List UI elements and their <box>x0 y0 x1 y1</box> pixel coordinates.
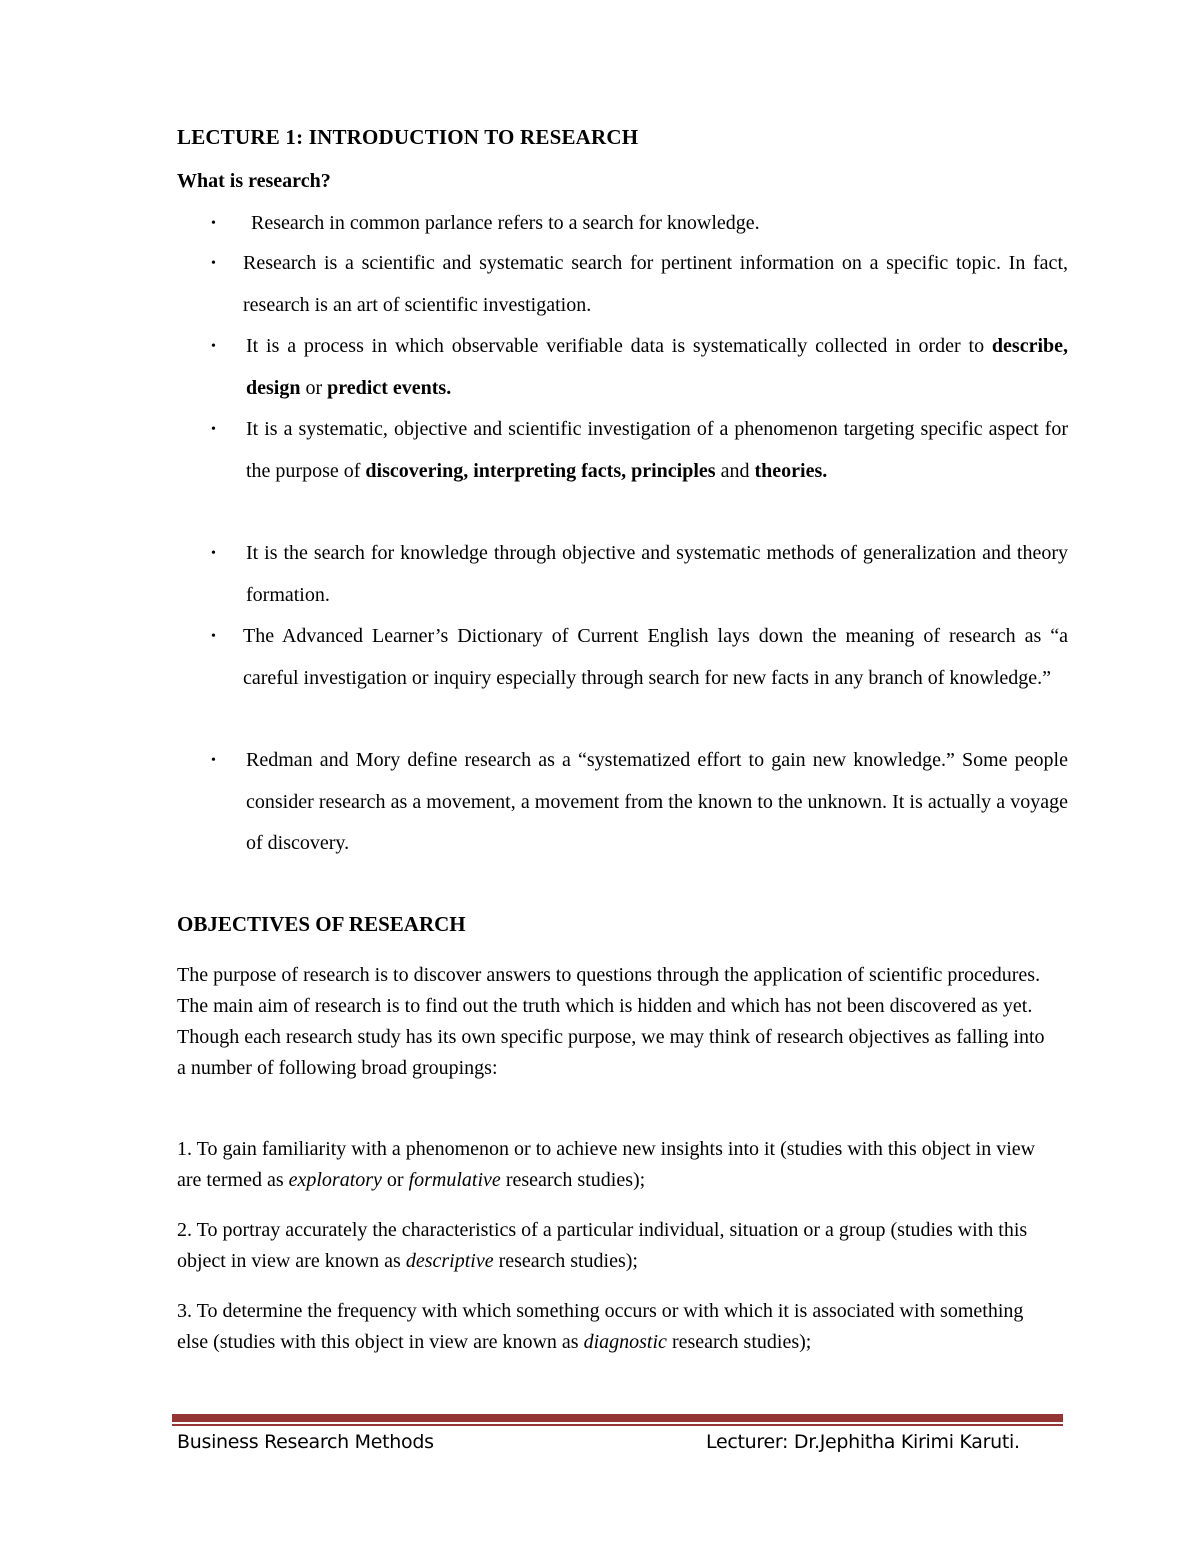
bullet-icon: • <box>211 339 216 354</box>
text-run: It is the search for knowledge through objective and systematic methods of generalization and theory formation. <box>246 542 1068 606</box>
text-run: 2. To portray accurately the characteristics of a particular individual, situation or a group (studies with this object in view are known as <box>177 1219 1028 1272</box>
text-run: Research is a scientific and systematic search for pertinent information on a specific topic. In fact, research is an art of scientific investigation. <box>243 252 1068 316</box>
section-heading-what-is-research: What is research? <box>177 170 331 192</box>
bold-text-run: predict events. <box>327 376 452 399</box>
bullet-text <box>251 203 1073 245</box>
bullet-text <box>243 616 1068 699</box>
footer-divider-thin <box>172 1424 1063 1426</box>
footer-lecturer: Lecturer: Dr.Jephitha Kirimi Karuti. <box>706 1431 1020 1453</box>
text-run: research studies); <box>493 1250 638 1272</box>
text-run: It is a systematic, objective and scientific investigation of a phenomenon targeting specific aspect for the purpose of <box>246 418 1068 482</box>
bullet-icon: • <box>211 256 216 271</box>
italic-text-run: descriptive <box>405 1250 494 1272</box>
section-heading-objectives: OBJECTIVES OF RESEARCH <box>177 912 466 936</box>
bullet-icon: • <box>211 546 216 561</box>
text-run: or <box>300 376 328 399</box>
text-run: 3. To determine the frequency with which something occurs or with which it is associated with something else (studies with this object in view are known as <box>177 1300 1024 1353</box>
italic-text-run: formulative <box>408 1169 501 1191</box>
paragraph-objective-3 <box>177 1296 1057 1358</box>
text-run: or <box>381 1169 409 1191</box>
paragraph-objective-2 <box>177 1215 1057 1277</box>
bullet-text <box>246 533 1068 616</box>
text-run: Research in common parlance refers to a search for knowledge. <box>251 212 760 234</box>
bullet-text <box>246 326 1068 409</box>
text-run: and <box>715 459 755 482</box>
bold-text-run: discovering, interpreting facts, principles <box>365 459 716 482</box>
italic-text-run: exploratory <box>288 1169 382 1191</box>
bold-text-run: theories. <box>754 459 828 482</box>
bullet-icon: • <box>211 422 216 437</box>
italic-text-run: diagnostic <box>583 1331 667 1353</box>
bullet-icon: • <box>211 753 216 768</box>
bullet-icon: • <box>211 629 216 644</box>
bold-text-run: describe, design <box>246 335 1068 399</box>
text-run: Redman and Mory define research as a “systematized effort to gain new knowledge.” Some people consider research as a movement, a movement from the known to the unknown. It is actually a voyage of discovery. <box>246 749 1068 854</box>
bullet-text <box>246 740 1068 865</box>
bullet-text <box>246 409 1068 492</box>
lecture-title: LECTURE 1: INTRODUCTION TO RESEARCH <box>177 125 639 149</box>
text-run: The Advanced Learner’s Dictionary of Current English lays down the meaning of research as “a careful investigation or inquiry especially through search for new facts in any branch of knowledge.” <box>243 625 1068 689</box>
text-run: It is a process in which observable verifiable data is systematically collected in order to <box>246 335 992 357</box>
paragraph-purpose <box>177 960 1057 1084</box>
text-run: 1. To gain familiarity with a phenomenon or to achieve new insights into it (studies with this object in view are termed as <box>177 1138 1036 1191</box>
text-run: research studies); <box>500 1169 646 1191</box>
footer-divider <box>172 1414 1063 1422</box>
footer-course-name: Business Research Methods <box>177 1431 434 1453</box>
text-run: research studies); <box>666 1331 812 1353</box>
text-run: The purpose of research is to discover answers to questions through the application of scientific procedures. The main aim of research is to find out the truth which is hidden and which has not been discovered as yet. Though each research study has its own specific purpose, we may think of research objectives as falling into a number of following broad groupings: <box>177 964 1045 1079</box>
bullet-text <box>243 243 1068 326</box>
paragraph-objective-1 <box>177 1134 1057 1196</box>
bullet-icon: • <box>211 216 216 231</box>
